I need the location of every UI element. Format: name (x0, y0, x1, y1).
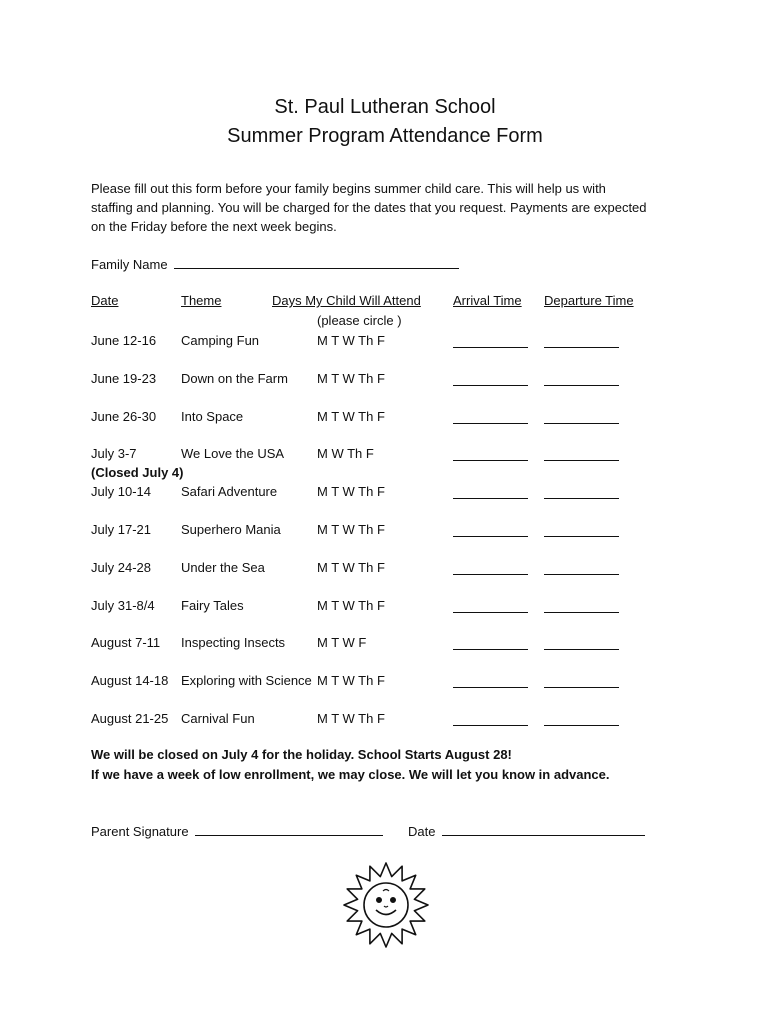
row-date: August 21-25 (91, 711, 169, 726)
arrival-time-blank[interactable] (453, 460, 528, 461)
row-date: June 26-30 (91, 408, 157, 424)
row-date: July 17-21 (91, 522, 151, 537)
row-days[interactable]: M T W Th F (317, 522, 385, 537)
departure-time-blank[interactable] (544, 687, 619, 688)
family-name-line[interactable] (174, 256, 459, 269)
departure-time-blank[interactable] (544, 536, 619, 537)
departure-time-blank[interactable] (544, 423, 619, 424)
departure-time-blank[interactable] (544, 460, 619, 461)
column-header-theme: Theme (181, 293, 222, 308)
row-days[interactable]: M T W Th F (317, 559, 385, 575)
row-days[interactable]: M T W Th F (317, 408, 385, 424)
departure-time-blank[interactable] (544, 347, 619, 348)
family-name-label: Family Name (91, 257, 168, 272)
row-theme: Into Space (181, 408, 244, 424)
row-days[interactable]: M T W Th F (317, 333, 385, 348)
form-school-name: St. Paul Lutheran School (274, 96, 496, 118)
row-days[interactable]: M T W F (317, 635, 367, 651)
row-days[interactable]: M W Th F (317, 446, 374, 462)
arrival-time-blank[interactable] (453, 612, 528, 613)
arrival-time-blank[interactable] (453, 687, 528, 688)
row-theme: Inspecting Insects (181, 635, 286, 651)
arrival-time-blank[interactable] (453, 536, 528, 537)
departure-time-blank[interactable] (544, 385, 619, 386)
column-header-arrival: Arrival Time (453, 293, 522, 308)
row-days[interactable]: M T W Th F (317, 370, 385, 386)
row-theme: Down on the Farm (181, 370, 288, 386)
column-header-date: Date (91, 293, 119, 308)
arrival-time-blank[interactable] (453, 649, 528, 650)
row-date: August 7-11 (91, 635, 161, 651)
row-date: July 31-8/4 (91, 597, 155, 613)
row-date: July 10-14 (91, 484, 151, 500)
intro-paragraph: Please fill out this form before your family begins summer child care. This will help us with staffing and planning. You will be charged for the dates that you request. Payments are expected on the Friday before the next week begins. (91, 181, 647, 234)
arrival-time-blank[interactable] (453, 498, 528, 499)
row-theme: Superhero Mania (181, 522, 281, 537)
arrival-time-blank[interactable] (453, 725, 528, 726)
row-date: July 24-28 (91, 559, 151, 575)
arrival-time-blank[interactable] (453, 347, 528, 348)
arrival-time-blank[interactable] (453, 385, 528, 386)
row-date: June 19-23 (91, 370, 157, 386)
row-theme: Carnival Fun (181, 711, 255, 726)
departure-time-blank[interactable] (544, 725, 619, 726)
row-closure-note: (Closed July 4) (91, 465, 184, 481)
row-date: July 3-7 (91, 446, 137, 462)
date-line[interactable] (442, 823, 645, 836)
departure-time-blank[interactable] (544, 649, 619, 650)
parent-signature-field (91, 823, 383, 839)
row-days[interactable]: M T W Th F (317, 711, 385, 726)
date-label: Date (408, 824, 436, 839)
sun-icon (341, 860, 431, 950)
row-days[interactable]: M T W Th F (317, 597, 385, 613)
row-days[interactable]: M T W Th F (317, 673, 385, 689)
row-theme: Under the Sea (181, 559, 265, 575)
row-date: August 14-18 (91, 673, 169, 689)
arrival-time-blank[interactable] (453, 574, 528, 575)
departure-time-blank[interactable] (544, 574, 619, 575)
form-title: Summer Program Attendance Form (227, 125, 543, 147)
arrival-time-blank[interactable] (453, 423, 528, 424)
departure-time-blank[interactable] (544, 498, 619, 499)
family-name-field (91, 256, 459, 272)
row-theme: Fairy Tales (181, 597, 244, 613)
row-date: June 12-16 (91, 333, 157, 348)
row-theme: Camping Fun (181, 333, 260, 348)
column-header-departure: Departure Time (544, 293, 634, 308)
row-theme: Exploring with Science (181, 673, 312, 689)
departure-time-blank[interactable] (544, 612, 619, 613)
parent-signature-line[interactable] (195, 823, 383, 836)
row-theme: Safari Adventure (181, 484, 278, 500)
row-days[interactable]: M T W Th F (317, 484, 385, 500)
column-header-days: Days My Child Will Attend (272, 293, 421, 308)
parent-signature-label: Parent Signature (91, 824, 189, 839)
low-enrollment-notice: If we have a week of low enrollment, we may close. We will let you know in advance. (91, 767, 610, 782)
days-circle-note: (please circle ) (317, 313, 402, 328)
holiday-notice: We will be closed on July 4 for the holiday. School Starts August 28! (91, 747, 512, 762)
row-theme: We Love the USA (181, 446, 285, 462)
date-field (408, 823, 645, 839)
